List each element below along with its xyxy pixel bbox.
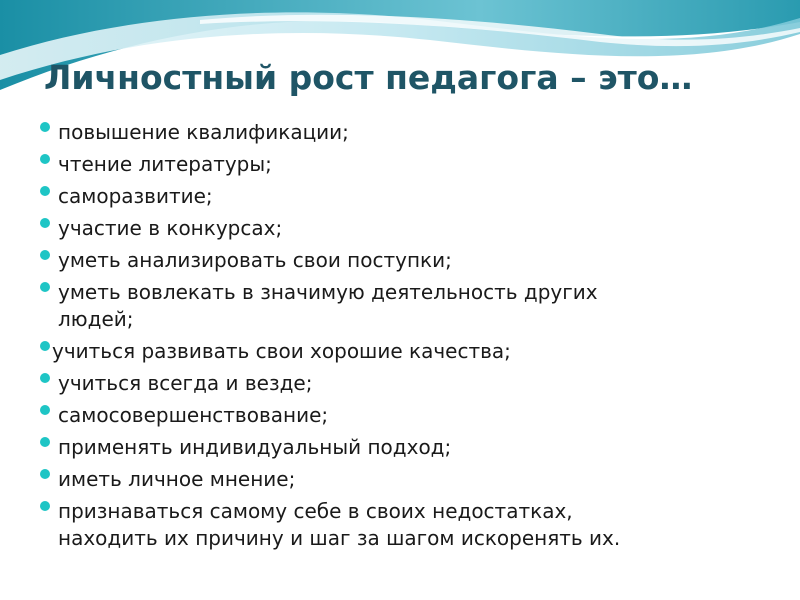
list-item	[40, 276, 760, 335]
list-item-text: участие в конкурсах;	[58, 216, 283, 240]
list-item-text: саморазвитие;	[58, 184, 213, 208]
bullet-dot-icon	[40, 373, 50, 383]
list-item	[40, 335, 760, 367]
bullet-dot-icon	[40, 341, 50, 351]
bullet-dot-icon	[40, 437, 50, 447]
list-item	[40, 495, 760, 554]
list-item-text: признаваться самому себе в своих недостатках, находить их причину и шаг за шагом искоренять их.	[58, 499, 621, 550]
bullet-dot-icon	[40, 282, 50, 292]
list-item-text: уметь анализировать свои поступки;	[58, 248, 452, 272]
bullet-dot-icon	[40, 405, 50, 415]
bullet-dot-icon	[40, 469, 50, 479]
list-item	[40, 180, 760, 212]
bullet-dot-icon	[40, 186, 50, 196]
list-item-text: чтение литературы;	[58, 152, 272, 176]
slide-title: Личностный рост педагога – это…	[44, 58, 693, 97]
list-item-text: иметь личное мнение;	[58, 467, 296, 491]
list-item-text: применять индивидуальный подход;	[58, 435, 452, 459]
list-item	[40, 116, 760, 148]
list-item-text: учиться всегда и везде;	[58, 371, 313, 395]
list-item	[40, 148, 760, 180]
list-item	[40, 212, 760, 244]
list-item	[40, 399, 760, 431]
bullet-list	[40, 116, 760, 554]
bullet-dot-icon	[40, 250, 50, 260]
list-item	[40, 367, 760, 399]
bullet-dot-icon	[40, 122, 50, 132]
list-item-text: самосовершенствование;	[58, 403, 329, 427]
list-item	[40, 244, 760, 276]
list-item-text: повышение квалификации;	[58, 120, 349, 144]
list-item	[40, 463, 760, 495]
list-item-text: уметь вовлекать в значимую деятельность других людей;	[58, 280, 598, 331]
bullet-dot-icon	[40, 154, 50, 164]
bullet-dot-icon	[40, 218, 50, 228]
list-item	[40, 431, 760, 463]
bullet-dot-icon	[40, 501, 50, 511]
list-item-text: учиться развивать свои хорошие качества;	[52, 339, 511, 363]
